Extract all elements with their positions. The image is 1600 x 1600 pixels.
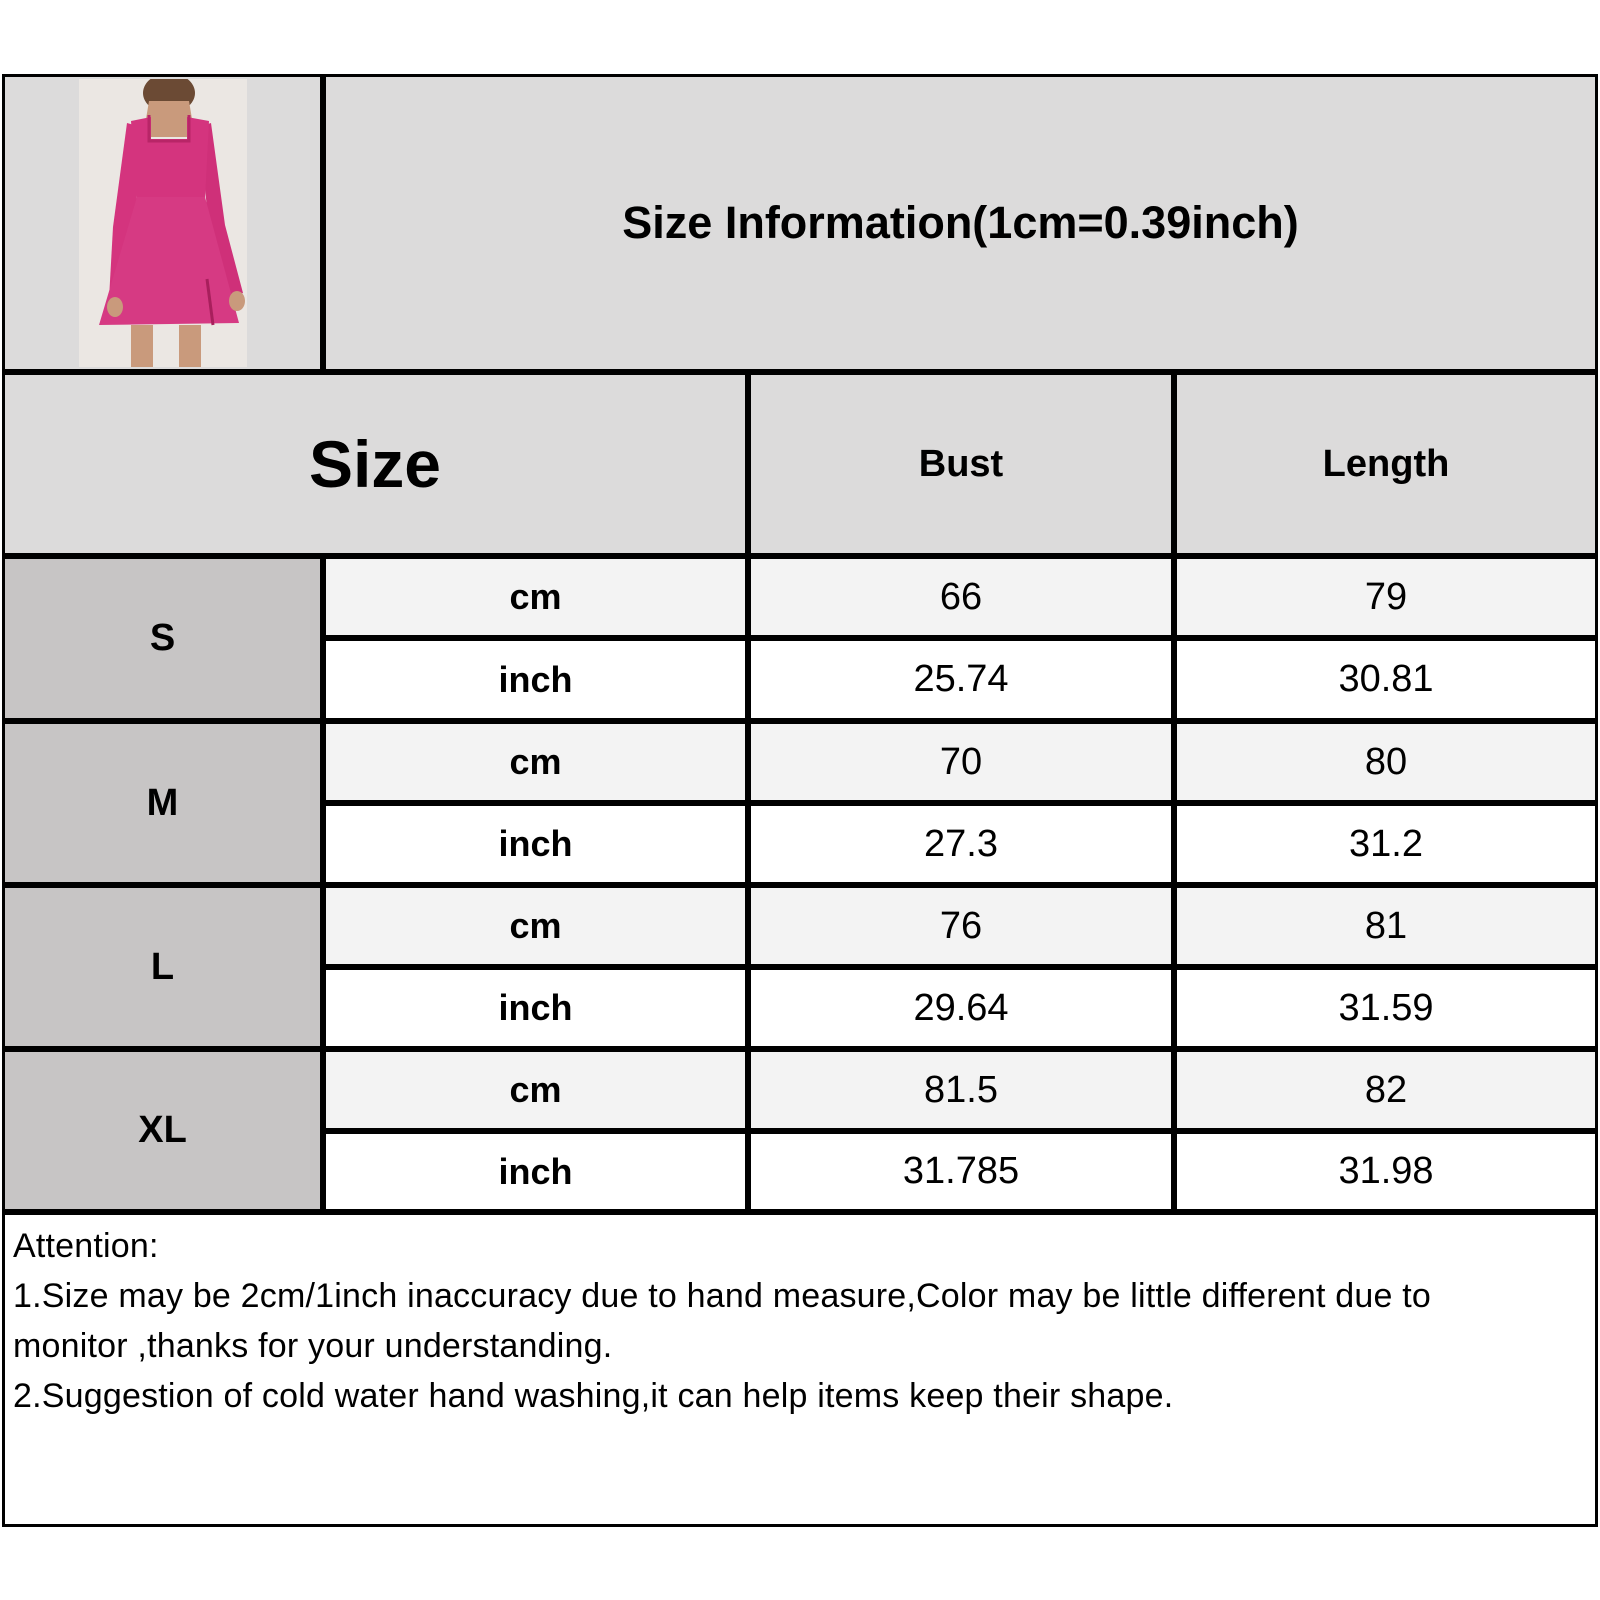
length-value: 80 — [1174, 721, 1598, 803]
product-photo — [79, 79, 247, 367]
size-label-xl: XL — [2, 1049, 323, 1212]
size-column-header: Size — [2, 372, 748, 556]
unit-cell: inch — [323, 803, 748, 885]
length-value: 79 — [1174, 556, 1598, 638]
attention-note-1: 1.Size may be 2cm/1inch inaccuracy due to hand measure,Color may be little different due to — [13, 1277, 1431, 1315]
attention-heading: Attention: — [13, 1227, 159, 1265]
unit-cell: cm — [323, 885, 748, 967]
size-label-l: L — [2, 885, 323, 1049]
bust-column-header: Bust — [748, 372, 1174, 556]
length-value: 31.2 — [1174, 803, 1598, 885]
product-photo-cell — [2, 74, 323, 372]
bust-value: 66 — [748, 556, 1174, 638]
bust-value: 27.3 — [748, 803, 1174, 885]
unit-cell: cm — [323, 556, 748, 638]
page-title: Size Information(1cm=0.39inch) — [323, 74, 1598, 372]
attention-note-2: 2.Suggestion of cold water hand washing,it can help items keep their shape. — [13, 1377, 1174, 1415]
attention-note-1-cont: monitor ,thanks for your understanding. — [13, 1327, 613, 1365]
size-chart-table — [0, 72, 1600, 1527]
length-value: 31.98 — [1174, 1131, 1598, 1212]
unit-cell: inch — [323, 967, 748, 1049]
bust-value: 31.785 — [748, 1131, 1174, 1212]
unit-cell: cm — [323, 721, 748, 803]
bust-value: 70 — [748, 721, 1174, 803]
size-label-m: M — [2, 721, 323, 885]
length-column-header: Length — [1174, 372, 1598, 556]
unit-cell: cm — [323, 1049, 748, 1131]
attention-notes — [2, 1212, 1598, 1527]
length-value: 81 — [1174, 885, 1598, 967]
bust-value: 81.5 — [748, 1049, 1174, 1131]
bust-value: 29.64 — [748, 967, 1174, 1049]
unit-cell: inch — [323, 638, 748, 721]
dress-illustration-icon — [79, 79, 247, 367]
unit-cell: inch — [323, 1131, 748, 1212]
length-value: 31.59 — [1174, 967, 1598, 1049]
length-value: 82 — [1174, 1049, 1598, 1131]
size-label-s: S — [2, 556, 323, 721]
length-value: 30.81 — [1174, 638, 1598, 721]
bust-value: 25.74 — [748, 638, 1174, 721]
bust-value: 76 — [748, 885, 1174, 967]
